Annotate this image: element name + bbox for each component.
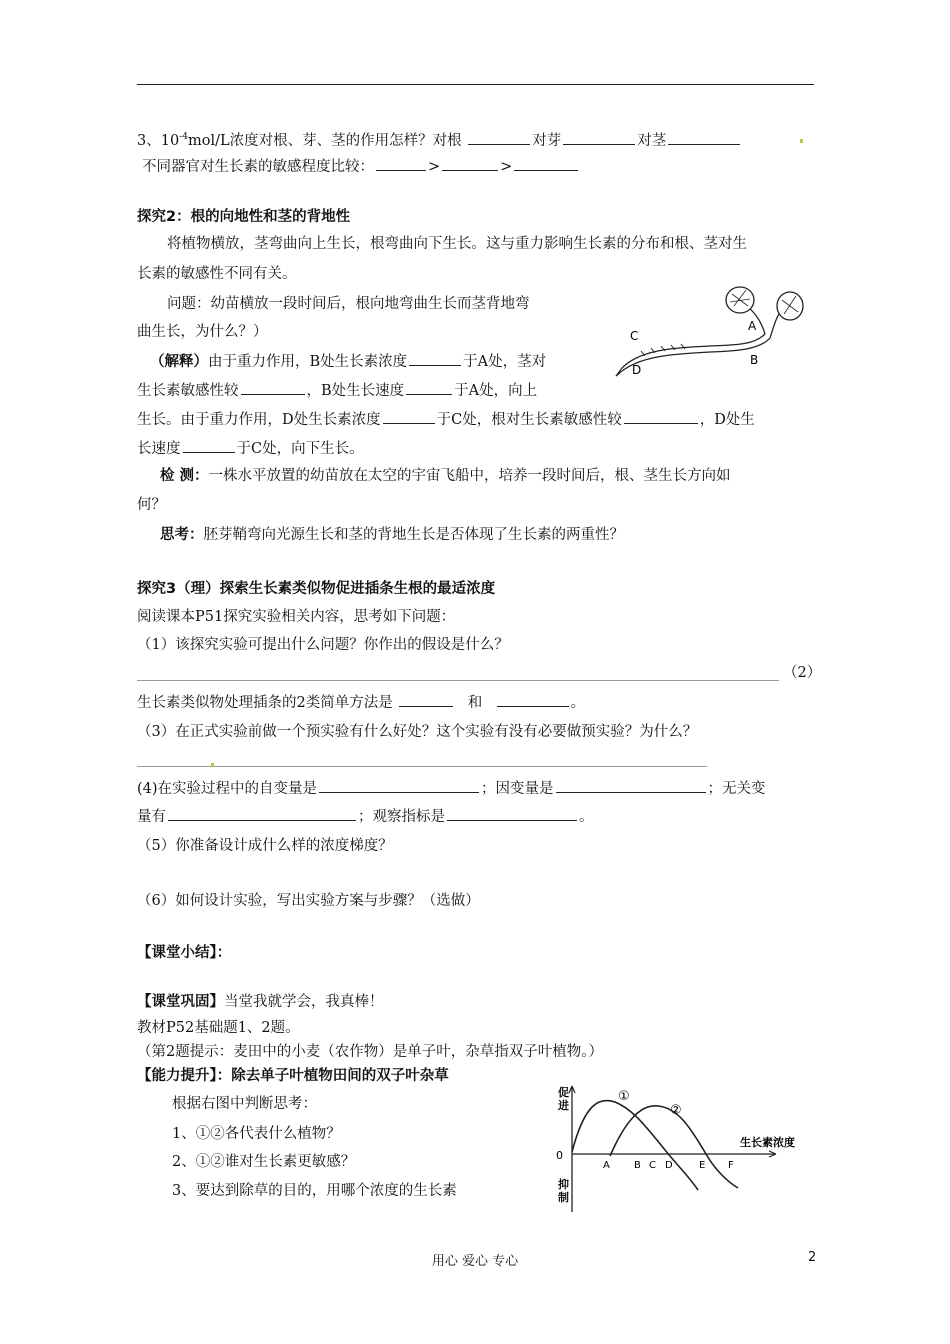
- fig-label-c: C: [630, 329, 639, 343]
- explore3-q1: （1）该探究实验可提出什么问题？你作出的假设是什么？: [137, 637, 509, 653]
- y-label-bottom-char2: 制: [558, 1191, 569, 1204]
- blank-rank3[interactable]: [514, 156, 578, 171]
- page-number: 2: [808, 1250, 817, 1265]
- explore3-q2-number: （2）: [783, 665, 822, 681]
- fig-label-d: D: [632, 363, 642, 377]
- y-label-top-char1: 促: [558, 1086, 569, 1099]
- blank-dependent-var[interactable]: [556, 778, 706, 793]
- blank-indicator[interactable]: [447, 806, 577, 821]
- explain-line3: 生长。由于重力作用，D处生长素浓度 于C处，根对生长素敏感性较 ，D处生: [137, 409, 755, 430]
- explore3-q5: （5）你准备设计成什么样的浓度梯度？: [137, 838, 393, 854]
- think-line: 思考：胚芽鞘弯向光源生长和茎的背地生长是否体现了生长素的两重性？: [160, 527, 624, 543]
- blank-d-speed[interactable]: [183, 438, 235, 453]
- improve-l4: 3、要达到除草的目的，用哪个浓度的生长素: [172, 1183, 457, 1199]
- blank-bud[interactable]: [563, 130, 635, 145]
- q3-line2: 不同器官对生长素的敏感程度比较： > >: [142, 156, 580, 177]
- header-rule: [137, 84, 814, 85]
- explore3-q4: (4)在实验过程中的自变量是 ；因变量是 ；无关变: [137, 778, 766, 799]
- improve-l3: 2、①②谁对生长素更敏感？: [172, 1154, 356, 1170]
- blank-stem[interactable]: [668, 130, 740, 145]
- blank-b-speed[interactable]: [406, 380, 452, 395]
- blank-b-conc[interactable]: [409, 351, 461, 366]
- explore2-para1: 将植物横放，茎弯曲向上生长，根弯曲向下生长。这与重力影响生长素的分布和根、茎对生: [167, 236, 747, 252]
- check-line: 检 测：一株水平放置的幼苗放在太空的宇宙飞船中，培养一段时间后，根、茎生长方向如: [160, 468, 731, 484]
- explore3-title: 探究3（理）探索生长素类似物促进插条生根的最适浓度: [137, 581, 496, 597]
- blank-rank1[interactable]: [376, 156, 426, 171]
- explore3-q4-cont: 量有 ；观察指标是 。: [137, 806, 594, 827]
- answer-line-q1[interactable]: [137, 680, 779, 681]
- consolidate-line1: 【课堂巩固】当堂我就学会，我真棒！: [137, 994, 384, 1010]
- explore2-title: 探究2：根的向地性和茎的背地性: [137, 209, 351, 225]
- answer-line-q3[interactable]: [137, 766, 707, 767]
- blank-stem-sens[interactable]: [241, 380, 305, 395]
- tick-e: E: [699, 1160, 706, 1171]
- tick-c: C: [649, 1160, 656, 1171]
- y-label-bottom-char1: 抑: [558, 1178, 569, 1191]
- blank-d-conc[interactable]: [383, 409, 435, 424]
- consolidate-line3: （第2题提示：麦田中的小麦（农作物）是单子叶，杂草指双子叶植物。）: [137, 1044, 603, 1060]
- blank-method2[interactable]: [497, 692, 569, 707]
- explore2-para1-cont: 长素的敏感性不同有关。: [137, 266, 297, 282]
- curve-2: [610, 1106, 738, 1188]
- summary-heading: 【课堂小结】：: [137, 945, 232, 961]
- blank-irrelevant-var[interactable]: [168, 806, 356, 821]
- explore3-q3: （3）在正式实验前做一个预实验有什么好处？这个实验有没有必要做预实验？为什么？: [137, 724, 698, 740]
- explore3-read: 阅读课本P51探究实验相关内容，思考如下问题：: [137, 609, 456, 625]
- tick-f: F: [728, 1160, 734, 1171]
- x-axis-label: 生长素浓度: [740, 1136, 795, 1149]
- curve-2-label: ②: [670, 1103, 682, 1118]
- fig-label-b: B: [750, 353, 759, 367]
- explain-line1: （解释）由于重力作用，B处生长素浓度 于A处，茎对: [150, 351, 546, 372]
- explore3-q6: （6）如何设计实验，写出实验方案与步骤？（选做）: [137, 893, 480, 909]
- explain-line4: 长速度 于C处，向下生长。: [137, 438, 364, 459]
- blank-method1[interactable]: [399, 692, 453, 707]
- fig-label-a: A: [748, 319, 757, 333]
- consolidate-line2: 教材P52基础题1、2题。: [137, 1020, 300, 1036]
- y-zero-label: 0: [556, 1149, 563, 1162]
- curve-1-label: ①: [618, 1089, 630, 1104]
- y-label-top-char2: 进: [558, 1099, 569, 1112]
- improve-heading: 【能力提升】：除去单子叶植物田间的双子叶杂草: [137, 1068, 449, 1084]
- improve-l2: 1、①②各代表什么植物？: [172, 1126, 341, 1142]
- q3-line1: 3、$10^{-4}mol/L$浓度对根、芽、茎的作用怎样？对根 对芽 对茎: [137, 127, 742, 151]
- blank-root-sens[interactable]: [624, 409, 698, 424]
- tick-a: A: [603, 1160, 610, 1171]
- blank-independent-var[interactable]: [319, 778, 479, 793]
- blank-root[interactable]: [468, 130, 530, 145]
- improve-l1: 根据右图中判断思考：: [172, 1096, 317, 1112]
- footer-text: 用心 爱心 专心: [431, 1254, 519, 1269]
- speck-mark: [211, 763, 214, 767]
- explore2-question-cont: 曲生长，为什么？）: [137, 324, 268, 340]
- tick-d: D: [665, 1160, 673, 1171]
- tick-b: B: [634, 1160, 641, 1171]
- check-line-cont: 何？: [137, 497, 166, 513]
- blank-rank2[interactable]: [442, 156, 498, 171]
- explain-line2: 生长素敏感性较 ，B处生长速度 于A处，向上: [137, 380, 537, 401]
- seedling-figure: [600, 272, 815, 382]
- speck-mark: [800, 139, 803, 143]
- explore3-q2: 生长素类似物处理插条的2类简单方法是 和 。: [137, 692, 585, 713]
- auxin-curve-chart: [540, 1082, 800, 1217]
- explore2-question: 问题：幼苗横放一段时间后，根向地弯曲生长而茎背地弯: [167, 296, 530, 312]
